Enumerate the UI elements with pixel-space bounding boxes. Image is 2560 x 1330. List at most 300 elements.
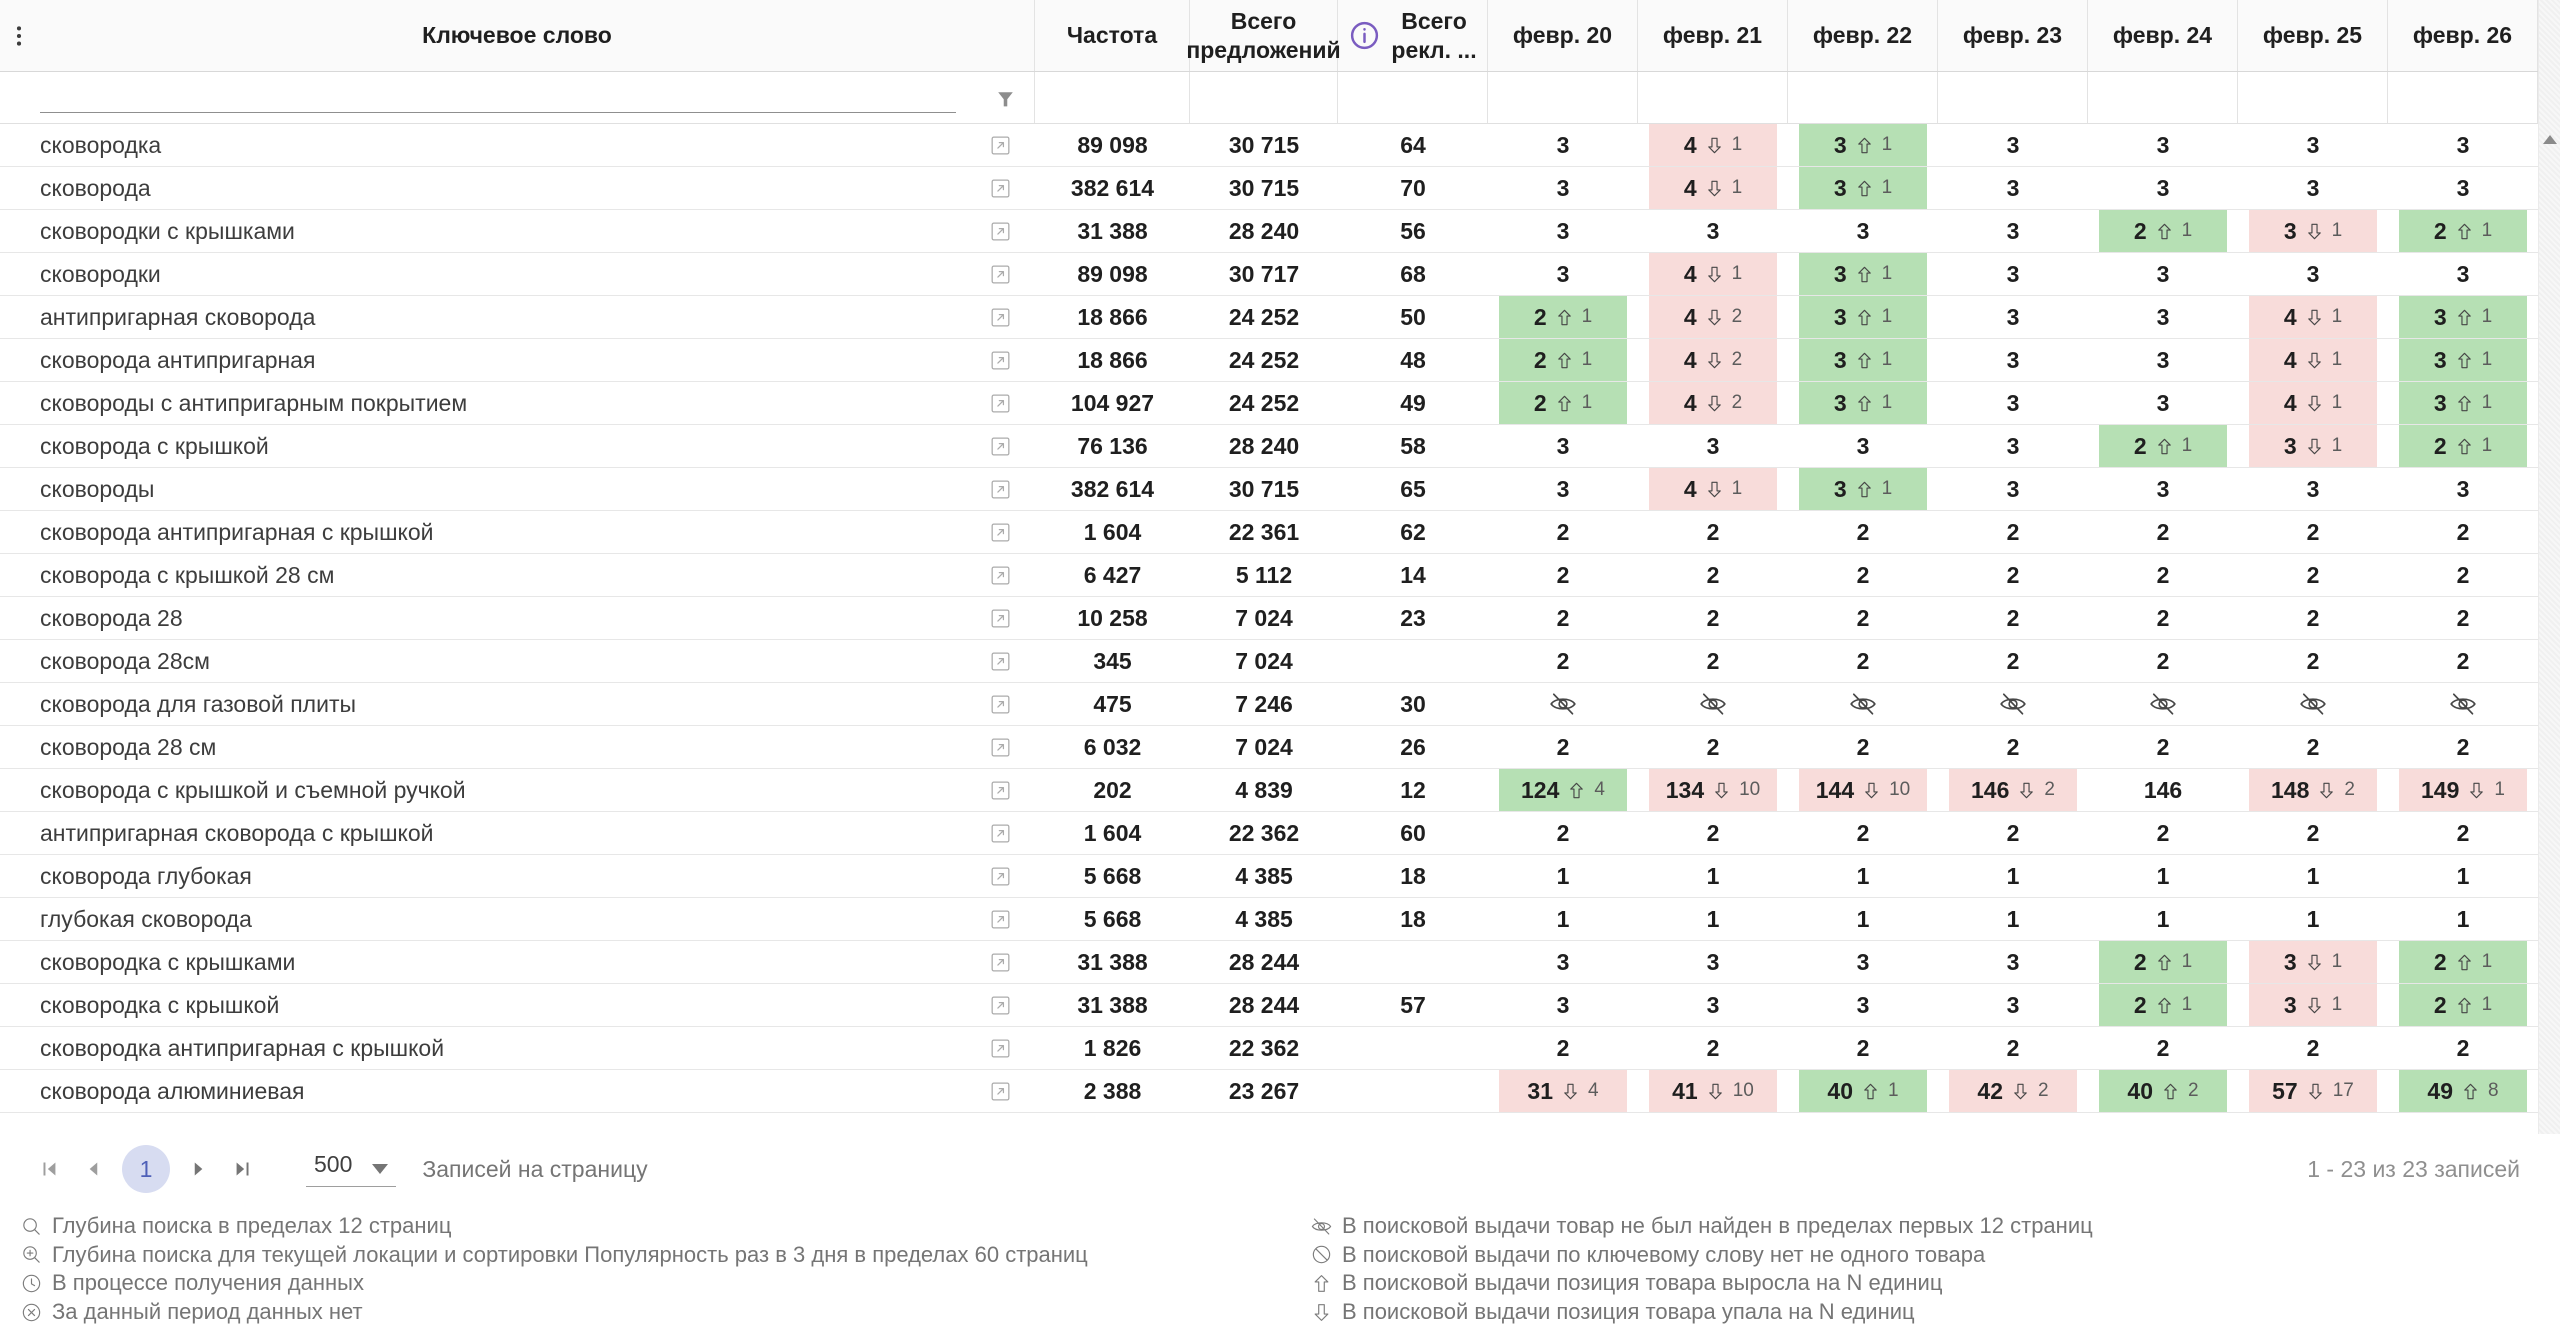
position-value: 41 [1672, 1077, 1698, 1104]
position-chip [1799, 339, 1927, 381]
position-chip [1499, 812, 1627, 854]
position-chip [1649, 812, 1777, 854]
table-body [0, 124, 2560, 1113]
frequency-cell: 475 [1093, 690, 1132, 717]
position-value: 3 [2156, 174, 2170, 201]
position-cell [1788, 640, 1938, 682]
position-chip [2099, 167, 2227, 209]
offers-column-header[interactable]: Всего предложений [1190, 0, 1338, 71]
position-chip [1949, 468, 2077, 510]
position-value: 2 [2006, 1034, 2020, 1061]
scroll-up-icon[interactable] [2543, 135, 2557, 144]
eye-off-icon [1548, 689, 1578, 719]
position-value: 2 [2156, 604, 2170, 631]
offers-cell: 24 252 [1228, 303, 1300, 330]
keyword-label: сковорода алюминиевая [40, 1077, 305, 1104]
position-value: 3 [1833, 131, 1847, 158]
ads-cell: 70 [1400, 174, 1426, 201]
open-new-icon[interactable] [988, 133, 1013, 158]
position-value: 3 [2456, 475, 2470, 502]
open-new-icon[interactable] [988, 735, 1013, 760]
open-new-icon[interactable] [988, 391, 1013, 416]
date-column-header[interactable]: февр. 26 [2388, 0, 2538, 71]
legend-text: В поисковой выдачи товар не был найден в пределах первых 12 страниц [1342, 1213, 2093, 1239]
filter-funnel-icon[interactable] [993, 87, 1018, 112]
position-value: 1 [1556, 862, 1570, 889]
position-value: 134 [1665, 776, 1705, 803]
position-chip [1799, 167, 1927, 209]
offers-cell: 5 112 [1235, 561, 1293, 588]
first-page-button[interactable] [28, 1147, 72, 1191]
position-value: 2 [2456, 604, 2470, 631]
open-new-icon[interactable] [988, 563, 1013, 588]
position-chip [2249, 382, 2377, 424]
table-row [0, 898, 2538, 941]
clock-icon [18, 1272, 44, 1295]
position-value: 3 [2006, 260, 2020, 287]
ads-cell: 50 [1400, 303, 1426, 330]
eye-off-icon [1698, 689, 1728, 719]
position-chip [1799, 597, 1927, 639]
position-value: 40 [2127, 1077, 2153, 1104]
position-cell [2088, 597, 2238, 639]
table-row [0, 468, 2538, 511]
position-cell [1638, 124, 1788, 166]
position-cell [2238, 253, 2388, 295]
position-cell [1938, 726, 2088, 768]
filter-cell [1938, 72, 2088, 123]
open-new-icon[interactable] [988, 950, 1013, 975]
position-value: 2 [1706, 561, 1720, 588]
position-cell [1788, 898, 1938, 940]
position-cell [1788, 812, 1938, 854]
date-column-header[interactable]: февр. 20 [1488, 0, 1638, 71]
position-value: 2 [1556, 1034, 1570, 1061]
ads-cell: 56 [1400, 217, 1426, 244]
position-delta: 1 [1731, 134, 1743, 155]
keyword-label: сковороды [40, 475, 155, 502]
position-value: 2 [1856, 518, 1870, 545]
position-chip [1499, 425, 1627, 467]
position-chip [2249, 597, 2377, 639]
position-chip [2099, 984, 2227, 1026]
frequency-cell: 345 [1093, 647, 1132, 674]
open-new-icon[interactable] [988, 606, 1013, 631]
info-icon[interactable] [1348, 19, 1381, 52]
position-chip [2249, 210, 2377, 252]
position-cell [1938, 425, 2088, 467]
position-value: 2 [2306, 1034, 2320, 1061]
position-cell [1488, 382, 1638, 424]
arrow-up-icon [1854, 135, 1875, 156]
page-size-select[interactable] [306, 1151, 396, 1187]
open-new-icon[interactable] [988, 692, 1013, 717]
keyword-cell [0, 253, 1035, 295]
position-value: 4 [1683, 174, 1697, 201]
keyword-cell [0, 511, 1035, 553]
position-cell [2388, 210, 2538, 252]
table-row [0, 855, 2538, 898]
open-new-icon[interactable] [988, 1036, 1013, 1061]
arrow-up-icon [1554, 307, 1575, 328]
previous-page-button[interactable] [72, 1147, 116, 1191]
open-new-icon[interactable] [988, 864, 1013, 889]
position-chip [1499, 597, 1627, 639]
ads-cell: 60 [1400, 819, 1426, 846]
position-chip [2399, 511, 2527, 553]
open-new-icon[interactable] [988, 1079, 1013, 1104]
position-cell [1488, 769, 1638, 811]
eye-off-icon [1998, 689, 2028, 719]
position-delta: 1 [2481, 306, 2493, 327]
position-delta: 17 [2332, 1080, 2354, 1101]
position-value: 3 [2006, 131, 2020, 158]
arrow-down-icon [1704, 264, 1725, 285]
open-new-icon[interactable] [988, 219, 1013, 244]
keyword-cell [0, 1070, 1035, 1112]
position-cell [2088, 468, 2238, 510]
position-cell [1938, 339, 2088, 381]
position-value: 2 [1706, 518, 1720, 545]
position-chip [2099, 898, 2227, 940]
position-cell [1788, 253, 1938, 295]
date-column-header[interactable]: февр. 25 [2238, 0, 2388, 71]
position-cell [1488, 339, 1638, 381]
position-cell [1638, 1027, 1788, 1069]
position-chip [1949, 554, 2077, 596]
position-cell [1638, 898, 1788, 940]
position-value: 1 [2456, 862, 2470, 889]
open-new-icon[interactable] [988, 262, 1013, 287]
position-delta: 10 [1732, 1080, 1754, 1101]
arrow-up-icon [1554, 350, 1575, 371]
position-cell [2088, 855, 2238, 897]
position-delta: 1 [1881, 349, 1893, 370]
position-chip [2099, 726, 2227, 768]
arrow-down-icon [2304, 221, 2325, 242]
ads-cell [1338, 1027, 1488, 1069]
ads-column-label: Всего рекл. ... [1391, 7, 1477, 63]
position-cell [1638, 511, 1788, 553]
position-delta: 1 [1731, 478, 1743, 499]
records-info: 1 - 23 из 23 записей [2307, 1155, 2520, 1182]
open-new-icon[interactable] [988, 176, 1013, 201]
offers-cell: 4 839 [1235, 776, 1293, 803]
position-chip [2099, 855, 2227, 897]
ads-cell: 65 [1400, 475, 1426, 502]
position-value: 3 [2006, 432, 2020, 459]
position-chip [1799, 812, 1927, 854]
position-chip [2099, 339, 2227, 381]
position-cell [2088, 640, 2238, 682]
position-cell [1488, 511, 1638, 553]
ads-cell: 57 [1400, 991, 1426, 1018]
position-value: 3 [1556, 948, 1570, 975]
filter-cell [1035, 72, 1190, 123]
filter-cell [2088, 72, 2238, 123]
keyword-cell [0, 640, 1035, 682]
position-chip [2249, 1070, 2377, 1112]
frequency-cell: 10 258 [1077, 604, 1148, 631]
date-column-header[interactable]: февр. 22 [1788, 0, 1938, 71]
position-chip [1949, 898, 2077, 940]
position-chip [1499, 124, 1627, 166]
position-chip [2099, 1027, 2227, 1069]
frequency-cell: 89 098 [1077, 131, 1148, 158]
position-chip [1499, 769, 1627, 811]
position-chip [1949, 511, 2077, 553]
position-delta: 1 [2481, 951, 2493, 972]
position-cell [1788, 511, 1938, 553]
open-new-icon[interactable] [988, 649, 1013, 674]
offers-cell: 28 244 [1228, 948, 1300, 975]
position-chip [1649, 769, 1777, 811]
kebab-menu-icon[interactable] [6, 23, 32, 49]
position-delta: 1 [1881, 177, 1893, 198]
position-value: 2 [2306, 604, 2320, 631]
arrow-down-icon [2304, 393, 2325, 414]
position-value: 3 [2006, 475, 2020, 502]
position-cell [1638, 812, 1788, 854]
position-cell [2388, 425, 2538, 467]
position-value: 3 [2433, 303, 2447, 330]
position-chip [2099, 554, 2227, 596]
position-chip [1949, 382, 2077, 424]
position-chip [2399, 1027, 2527, 1069]
offers-cell: 30 715 [1228, 475, 1300, 502]
position-chip [1499, 726, 1627, 768]
open-new-icon[interactable] [988, 778, 1013, 803]
position-chip [1949, 339, 2077, 381]
position-chip [1949, 1027, 2077, 1069]
position-cell [1788, 468, 1938, 510]
position-value: 2 [1706, 733, 1720, 760]
open-new-icon[interactable] [988, 907, 1013, 932]
position-chip [1649, 253, 1777, 295]
pagination-bar [0, 1137, 2560, 1201]
position-value: 40 [1827, 1077, 1853, 1104]
arrow-down-icon [1704, 479, 1725, 500]
date-column-header[interactable]: февр. 24 [2088, 0, 2238, 71]
position-cell [1488, 253, 1638, 295]
position-chip [2099, 382, 2227, 424]
position-value: 3 [2456, 131, 2470, 158]
position-chip [1799, 554, 1927, 596]
position-value: 3 [2156, 475, 2170, 502]
position-value: 3 [2456, 260, 2470, 287]
arrow-down-icon [1711, 780, 1732, 801]
position-value: 2 [2133, 432, 2147, 459]
position-cell [2238, 984, 2388, 1026]
position-cell [1638, 554, 1788, 596]
position-value: 2 [1856, 819, 1870, 846]
arrow-up-icon [2454, 221, 2475, 242]
filter-cell [1638, 72, 1788, 123]
position-cell [2388, 167, 2538, 209]
position-delta: 1 [2181, 994, 2193, 1015]
open-new-icon[interactable] [988, 477, 1013, 502]
position-cell [1788, 1070, 1938, 1112]
ads-cell: 14 [1400, 561, 1426, 588]
keyword-cell [0, 554, 1035, 596]
offers-cell: 7 024 [1235, 647, 1293, 674]
position-chip [2399, 382, 2527, 424]
arrow-up-icon [2160, 1081, 2181, 1102]
open-new-icon[interactable] [988, 821, 1013, 846]
position-value: 3 [2456, 174, 2470, 201]
position-cell [2238, 941, 2388, 983]
ads-cell: 49 [1400, 389, 1426, 416]
open-new-icon[interactable] [988, 993, 1013, 1018]
legend-item [18, 1269, 1088, 1298]
open-new-icon[interactable] [988, 348, 1013, 373]
ads-column-header[interactable] [1338, 0, 1488, 71]
position-value: 57 [2272, 1077, 2298, 1104]
keyword-cell [0, 898, 1035, 940]
position-cell [1788, 425, 1938, 467]
last-page-button[interactable] [220, 1147, 264, 1191]
position-chip [1499, 1070, 1627, 1112]
position-value: 3 [2306, 475, 2320, 502]
offers-cell: 7 246 [1235, 690, 1293, 717]
position-chip [1649, 941, 1777, 983]
date-column-header[interactable]: февр. 23 [1938, 0, 2088, 71]
position-cell [1488, 640, 1638, 682]
open-new-icon[interactable] [988, 434, 1013, 459]
page-size-label: Записей на страницу [422, 1155, 648, 1182]
position-cell [1938, 382, 2088, 424]
position-chip [2399, 941, 2527, 983]
position-cell [2238, 1027, 2388, 1069]
keyword-filter-input[interactable] [40, 83, 956, 113]
offers-cell: 4 385 [1235, 905, 1293, 932]
position-value: 2 [1533, 389, 1547, 416]
arrow-down-icon [1704, 178, 1725, 199]
keyword-label: сковорода 28см [40, 647, 210, 674]
table-row [0, 726, 2538, 769]
position-cell [2088, 167, 2238, 209]
frequency-column-header[interactable]: Частота [1035, 0, 1190, 71]
position-chip [1649, 167, 1777, 209]
position-delta: 1 [2481, 392, 2493, 413]
ads-cell: 64 [1400, 131, 1426, 158]
position-cell [2238, 382, 2388, 424]
position-value: 2 [1856, 561, 1870, 588]
position-cell [2088, 124, 2238, 166]
position-value: 146 [2143, 776, 2183, 803]
position-delta: 1 [2481, 435, 2493, 456]
frequency-cell: 2 388 [1083, 1077, 1142, 1104]
position-chip [2399, 210, 2527, 252]
position-chip [1649, 640, 1777, 682]
position-chip [2099, 425, 2227, 467]
position-cell [2238, 339, 2388, 381]
position-cell [2238, 425, 2388, 467]
position-cell [2388, 1070, 2538, 1112]
eye-off-icon [1308, 1215, 1334, 1238]
position-value: 2 [1556, 647, 1570, 674]
position-cell [2088, 1027, 2238, 1069]
position-chip [1799, 468, 1927, 510]
position-cell [2388, 468, 2538, 510]
current-page-button[interactable]: 1 [122, 1145, 170, 1193]
keyword-label: антипригарная сковорода [40, 303, 316, 330]
frequency-cell: 1 604 [1083, 518, 1142, 545]
arrow-down-icon [1861, 780, 1882, 801]
position-value: 1 [1706, 905, 1720, 932]
position-chip [1649, 382, 1777, 424]
position-delta: 1 [1888, 1080, 1899, 1101]
arrow-up-icon [2154, 952, 2175, 973]
position-cell [1788, 769, 1938, 811]
position-value: 1 [1706, 862, 1720, 889]
table-row [0, 554, 2538, 597]
position-cell [2238, 769, 2388, 811]
position-value: 3 [2306, 131, 2320, 158]
position-value: 2 [2133, 948, 2147, 975]
position-value: 2 [1706, 604, 1720, 631]
arrow-up-icon [1554, 393, 1575, 414]
position-cell [1938, 597, 2088, 639]
date-column-header[interactable]: февр. 21 [1638, 0, 1788, 71]
position-chip [2249, 468, 2377, 510]
keyword-column-header[interactable] [0, 0, 1035, 71]
position-value: 2 [1706, 647, 1720, 674]
open-new-icon[interactable] [988, 305, 1013, 330]
keyword-label: сковорода с крышкой и съемной ручкой [40, 776, 466, 803]
position-value: 3 [1833, 346, 1847, 373]
arrow-down-icon [1705, 1081, 1726, 1102]
position-chip [1649, 1027, 1777, 1069]
position-cell [2388, 898, 2538, 940]
position-value: 2 [2456, 733, 2470, 760]
position-value: 2 [1856, 733, 1870, 760]
position-cell [1488, 167, 1638, 209]
position-cell [2238, 726, 2388, 768]
open-new-icon[interactable] [988, 520, 1013, 545]
position-chip [1499, 855, 1627, 897]
arrow-down-icon [1704, 135, 1725, 156]
position-cell [2088, 210, 2238, 252]
position-value: 2 [1556, 819, 1570, 846]
position-cell [2238, 554, 2388, 596]
position-cell [2088, 511, 2238, 553]
keyword-label: сковорода с крышкой [40, 432, 269, 459]
position-value: 4 [1683, 346, 1697, 373]
position-chip [1949, 167, 2077, 209]
position-delta: 1 [2331, 220, 2343, 241]
position-chip [1799, 1027, 1927, 1069]
position-cell [2388, 769, 2538, 811]
position-value: 2 [1856, 1034, 1870, 1061]
offers-cell: 30 717 [1228, 260, 1300, 287]
position-value: 1 [1856, 905, 1870, 932]
position-chip [1499, 984, 1627, 1026]
position-value: 4 [1683, 260, 1697, 287]
next-page-button[interactable] [176, 1147, 220, 1191]
legend-text: В процессе получения данных [52, 1270, 364, 1296]
keyword-label: сковорода глубокая [40, 862, 252, 889]
vertical-scrollbar[interactable] [2538, 0, 2560, 1134]
position-value: 2 [1556, 733, 1570, 760]
position-cell [2388, 812, 2538, 854]
position-cell [2088, 941, 2238, 983]
position-value: 3 [2306, 260, 2320, 287]
position-delta: 1 [1581, 349, 1593, 370]
position-value: 2 [2306, 561, 2320, 588]
position-value: 3 [1706, 948, 1720, 975]
position-cell [1638, 1070, 1788, 1112]
